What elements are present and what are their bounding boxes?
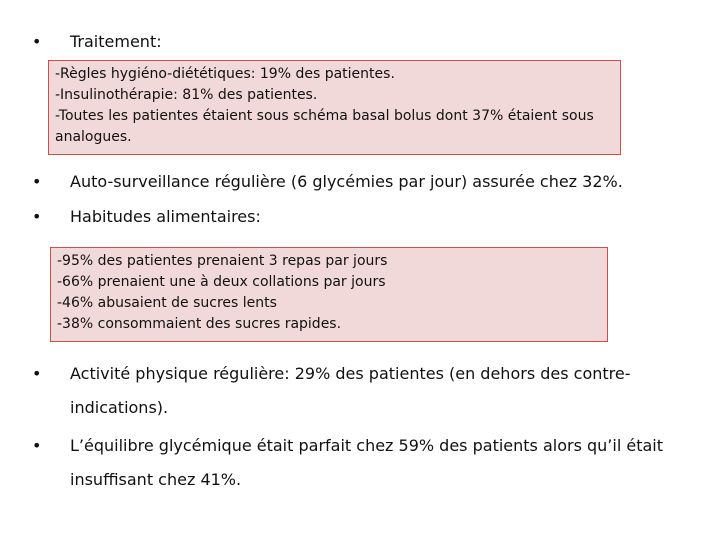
diet-box (50, 247, 608, 342)
diet-line: -46% abusaient de sucres lents (57, 295, 277, 311)
diet-line: -38% consommaient des sucres rapides. (57, 316, 342, 332)
diet-line: -95% des patientes prenaient 3 repas par jours (57, 253, 388, 269)
bullet-glycemic-balance-text: L’équilibre glycémique était parfait chez 59% des patients alors qu’il était (70, 436, 663, 455)
bullet-glycemic-balance-continuation: insuffisant chez 41%. (70, 470, 242, 489)
bullet-self-monitoring-text: Auto-surveillance régulière (6 glycémies par jour) assurée chez 32%. (70, 172, 623, 191)
bullet-dot: • (32, 207, 42, 226)
treatment-box (48, 60, 621, 155)
bullet-physical-activity-text: Activité physique régulière: 29% des patientes (en dehors des contre- (70, 364, 631, 383)
bullet-treatment-text: Traitement: (70, 32, 162, 51)
treatment-line: -Règles hygiéno-diététiques: 19% des patientes. (55, 66, 395, 82)
bullet-dot: • (32, 172, 42, 191)
treatment-line: -Toutes les patientes étaient sous schéma basal bolus dont 37% étaient sous (55, 108, 594, 124)
bullet-dot: • (32, 364, 42, 383)
treatment-line: analogues. (55, 129, 132, 145)
treatment-line: -Insulinothérapie: 81% des patientes. (55, 87, 318, 103)
bullet-dot: • (32, 436, 42, 455)
diet-line: -66% prenaient une à deux collations par jours (57, 274, 386, 290)
bullet-dot: • (32, 32, 42, 51)
bullet-physical-activity-continuation: indications). (70, 398, 169, 417)
bullet-diet-text: Habitudes alimentaires: (70, 207, 261, 226)
